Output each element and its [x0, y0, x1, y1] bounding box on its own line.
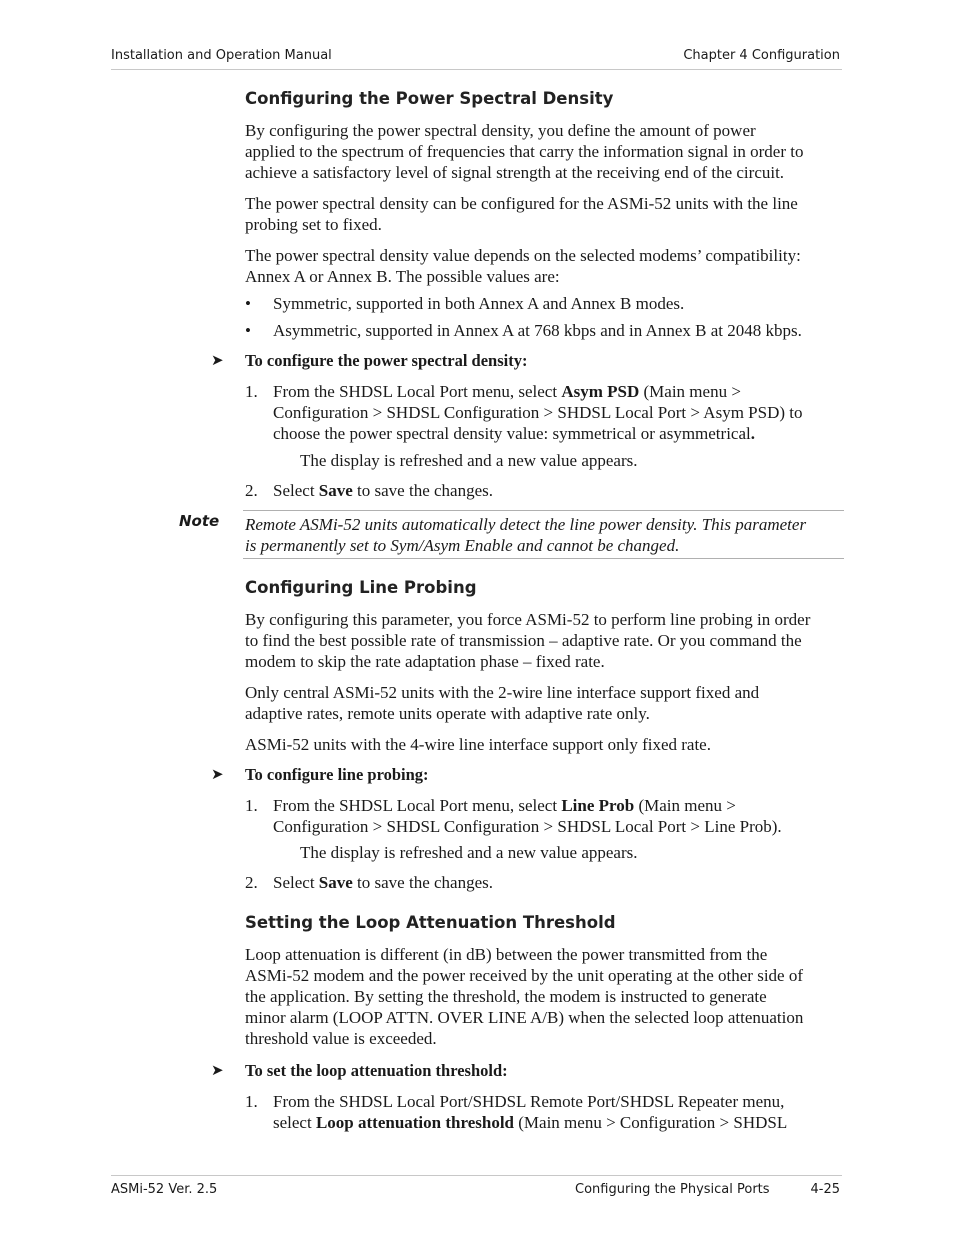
psd-paragraph-1: By configuring the power spectral density, you define the amount of power applied to the spectrum of frequencies that carry the information signal in order to achieve a satisfactory level of signal strength at the receiving end of the circuit.	[245, 121, 804, 182]
footer-section-title: Configuring the Physical Ports	[575, 1182, 770, 1197]
lp-paragraph-1: By configuring this parameter, you force ASMi-52 to perform line probing in order to find the best possible rate of transmission – adaptive rate. Or you command the modem to skip the rate adaptation phase – fixed rate.	[245, 610, 811, 671]
step-result-psd: The display is refreshed and a new value appears.	[300, 451, 638, 470]
page-header	[111, 48, 842, 70]
section-title-psd: Configuring the Power Spectral Density	[245, 89, 614, 108]
header-manual-title: Installation and Operation Manual	[111, 48, 332, 63]
arrow-icon: ➤	[211, 1061, 224, 1079]
page-footer	[111, 1175, 842, 1206]
footer-page-number: 4-25	[810, 1182, 840, 1197]
arrow-icon: ➤	[211, 351, 224, 369]
note-label: Note	[179, 512, 220, 530]
psd-paragraph-2: The power spectral density can be configured for the ASMi-52 units with the line probing set to fixed.	[245, 194, 798, 234]
note-box: Remote ASMi-52 units automatically detect the line power density. This parameter is permanently set to Sym/Asym Enable and cannot be changed.	[243, 510, 844, 559]
psd-paragraph-3: The power spectral density value depends on the selected modems’ compatibility: Annex A or Annex B. The possible values are:	[245, 246, 801, 286]
section-title-loop-attenuation: Setting the Loop Attenuation Threshold	[245, 913, 616, 932]
lp-paragraph-2: Only central ASMi-52 units with the 2-wire line interface support fixed and adaptive rates, remote units operate with adaptive rate only.	[245, 683, 760, 723]
step-result-line-probing: The display is refreshed and a new value appears.	[300, 843, 638, 862]
lat-paragraph-1: Loop attenuation is different (in dB) between the power transmitted from the ASMi-52 modem and the power received by the unit operating at the other side of the application. By setting the threshold, the modem is instructed to generate minor alarm (LOOP ATTN. OVER LINE A/B) when the selected loop attenuation threshold value is exceeded.	[245, 945, 804, 1048]
bullet-icon: •	[245, 321, 251, 340]
header-chapter: Chapter 4 Configuration	[683, 48, 840, 63]
footer-product-version: ASMi-52 Ver. 2.5	[111, 1182, 218, 1197]
section-title-line-probing: Configuring Line Probing	[245, 578, 477, 597]
arrow-icon: ➤	[211, 765, 224, 783]
lp-paragraph-3: ASMi-52 units with the 4-wire line interface support only fixed rate.	[245, 735, 711, 754]
bullet-icon: •	[245, 294, 251, 313]
